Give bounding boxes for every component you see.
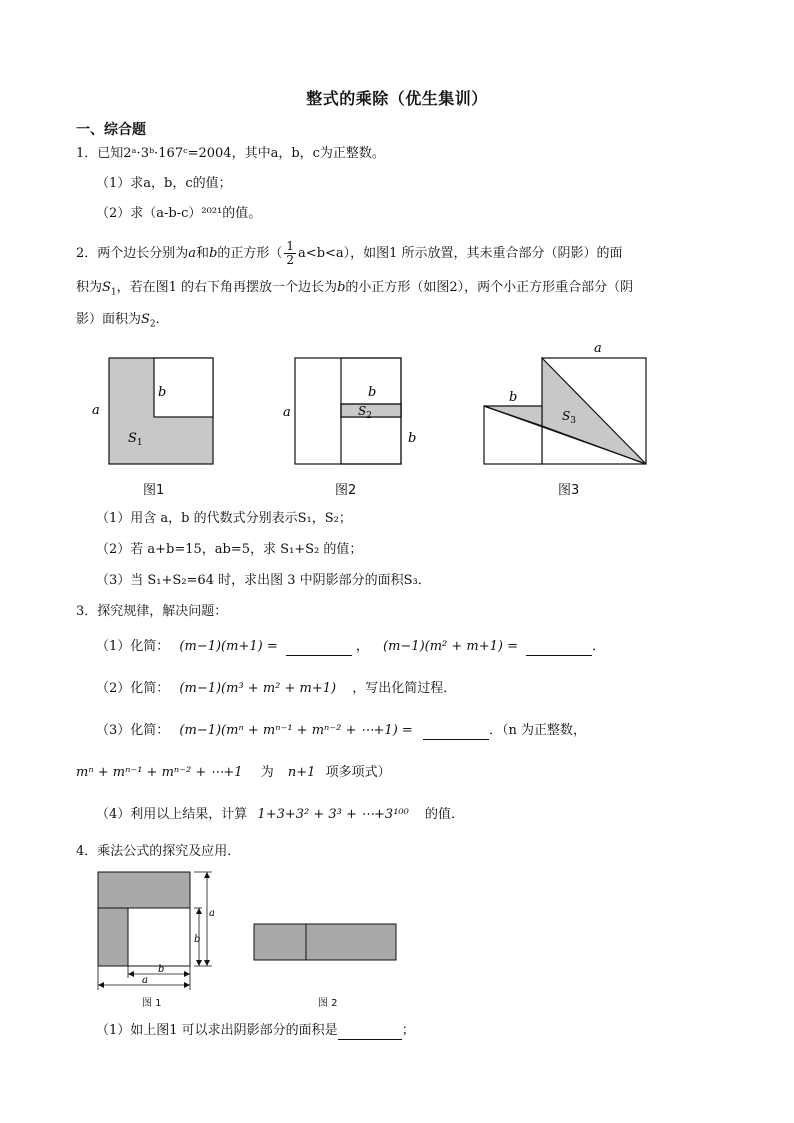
section-heading: 一、综合题: [76, 122, 146, 138]
q2-stem-a: 2．两个边长分别为: [76, 246, 189, 261]
q2-part3: （3）当 S₁+S₂=64 时，求出图 3 中阴影部分的面积S₃．: [96, 573, 431, 588]
q2-stem-line3: 影）面积为$S_2$．: [76, 312, 169, 330]
q2-fraction: [284, 240, 296, 267]
fig3-label-b: b: [509, 390, 518, 405]
q3-p3-blank: [423, 725, 489, 740]
q4-p1-blank: [338, 1025, 402, 1040]
q3-p4-expr: 1+3+3² + 3³ + ⋯+3¹⁰⁰: [257, 807, 409, 822]
q2-part2: （2）若 a+b=15，ab=5，求 S₁+S₂ 的值；: [96, 542, 363, 557]
q3-p1-expr1: (m−1)(m+1) =: [179, 639, 278, 654]
q3-p1-sep: ，: [355, 639, 369, 654]
q4-stem: 4．乘法公式的探究及应用．: [76, 844, 241, 859]
q2-figure-2: [278, 352, 428, 472]
q2-line2-a: 积为: [76, 280, 103, 295]
q3-part1: [96, 638, 605, 656]
fig1-label-b: b: [158, 385, 167, 400]
q4-fig1-label-a-bottom: a: [142, 975, 148, 986]
q2-frac-den: 2: [286, 253, 295, 267]
q3-p1-end: ．: [592, 639, 606, 654]
q3-part2: [96, 680, 456, 698]
q2-figure-1: [86, 352, 226, 472]
fig2-label-s: $S_2$: [358, 404, 372, 421]
q2-stem-c: 和: [196, 246, 210, 261]
q2-stem-f: a<b<a），如图1 所示放置，其未重合部分（阴影）的面: [298, 246, 623, 261]
q1-stem: 1．已知2ᵃ·3ᵇ·167ᶜ=2004，其中a，b，c为正整数。: [76, 146, 385, 161]
fig3-caption: 图3: [558, 483, 580, 498]
q4-figure-2: [248, 918, 402, 964]
q2-line3-a: 影）面积为: [76, 312, 142, 327]
q1-part1: （1）求a，b，c的值；: [96, 176, 232, 191]
q3-p2-end: ，写出化简过程．: [352, 681, 457, 696]
q2-part1: （1）用含 a，b 的代数式分别表示S₁，S₂；: [96, 511, 352, 526]
q3-part4: [96, 806, 464, 824]
q3-p4-label: （4）利用以上结果，计算: [96, 807, 248, 822]
q3-p3-label: （3）化简：: [96, 723, 170, 738]
q3-part3-line2: [76, 764, 391, 782]
q2-frac-num: 1: [286, 239, 295, 253]
fig2-label-b-right: b: [408, 431, 417, 446]
q3-p1-label: （1）化简：: [96, 639, 170, 654]
q4-fig1-inner-white: [128, 908, 190, 966]
q4-fig1-label-b-bottom: b: [158, 964, 165, 975]
q3-p3-expr: (m−1)(mⁿ + mⁿ⁻¹ + mⁿ⁻² + ⋯+1) =: [179, 723, 413, 738]
q4-fig1-caption: 图 1: [142, 998, 162, 1009]
q3-p3-line2-expr: mⁿ + mⁿ⁻¹ + mⁿ⁻² + ⋯+1: [76, 765, 243, 780]
q2-stem-e: 的正方形（: [217, 246, 283, 261]
q4-fig1-label-b-right: b: [194, 934, 201, 945]
fig1-label-a: a: [92, 403, 100, 418]
q2-stem-line1: [76, 240, 623, 267]
q4-fig1-label-a-right: a: [209, 908, 215, 919]
q3-p1-blank2: [526, 641, 592, 656]
q2-figure-3: [478, 338, 653, 472]
q4-p1-text: （1）如上图1 可以求出阴影部分的面积是: [96, 1023, 338, 1038]
q2-stem-var-a: a: [188, 246, 197, 261]
q3-p3-line2-n: n+1: [287, 765, 316, 780]
fig2-label-a: a: [283, 405, 291, 420]
q3-p3-end: ．（n 为正整数，: [488, 723, 586, 738]
q3-p1-expr2: (m−1)(m² + m+1) =: [383, 639, 519, 654]
q2-line3-c: ．: [155, 312, 169, 327]
q1-part2: （2）求（a-b-c）²⁰²¹的值。: [96, 206, 262, 221]
q2-stem-line2: 积为$S_1$，若在图1 的右下角再摆放一个边长为b的小正方形（如图2），两个小正方形重合部分（阴: [76, 280, 634, 298]
fig3-label-a: a: [594, 341, 602, 356]
q3-p3-line2-mid: 为: [260, 765, 274, 780]
q4-p1-end: ；: [401, 1023, 415, 1038]
q2-stem-var-b: b: [209, 246, 218, 261]
q3-part3: [96, 722, 586, 740]
fig1-caption: 图1: [143, 483, 165, 498]
q3-stem: 3．探究规律，解决问题：: [76, 604, 228, 619]
q4-part1: [96, 1022, 415, 1040]
q2-line2-d: 的小正方形（如图2），两个小正方形重合部分（阴: [345, 280, 634, 295]
q3-p3-line2-end: 项多项式）: [325, 765, 391, 780]
q2-line2-c: b: [337, 280, 346, 295]
page-title: 整式的乘除（优生集训）: [306, 89, 488, 108]
fig2-caption: 图2: [335, 483, 357, 498]
q3-p2-expr: (m−1)(m³ + m² + m+1): [179, 681, 337, 696]
q4-fig2-rect: [254, 924, 396, 960]
q2-s1: S: [102, 280, 111, 295]
q4-fig2-caption: 图 2: [318, 998, 338, 1009]
q4-figure-1: [90, 866, 230, 992]
q2-s2: S: [141, 312, 150, 327]
q3-p1-blank1: [286, 641, 352, 656]
q3-p2-label: （2）化简：: [96, 681, 170, 696]
fig3-label-s: $S_3$: [562, 409, 576, 426]
fig1-label-s: $S_1$: [128, 431, 143, 448]
fig2-label-b-top: b: [368, 385, 377, 400]
q3-p4-end: 的值．: [424, 807, 464, 822]
q2-line2-b: ，若在图1 的右下角再摆放一个边长为: [116, 280, 338, 295]
